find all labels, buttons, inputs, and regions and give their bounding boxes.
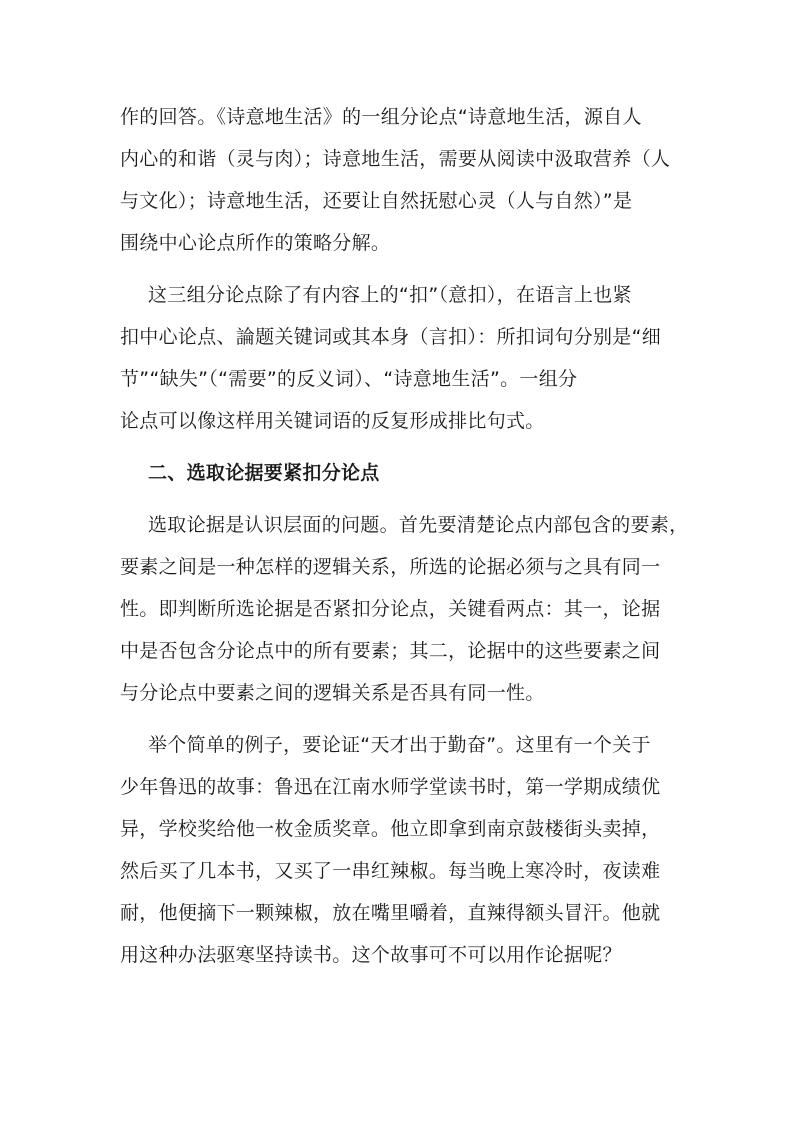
document-body: [120, 96, 689, 976]
text-line: 举个简单的例子，要论证“天才出于勤奋”。这里有一个关于: [148, 734, 651, 756]
paragraph-1: [120, 96, 680, 264]
text-line: 围绕中心论点所作的策略分解。: [120, 232, 391, 254]
text-line: 与分论点中要素之间的逻辑关系是否具有同一性。: [120, 682, 545, 704]
section-heading-wrap: [120, 452, 680, 494]
text-line: 作的回答。《诗意地生活》的一组分论点“诗意地生活，源自人: [120, 106, 642, 128]
paragraph-4: [120, 724, 680, 976]
text-line: 节”“缺失”（“需要”的反义词）、“诗意地生活”。一组分: [120, 368, 578, 390]
text-line: 要素之间是一种怎样的逻辑关系，所选的论据必须与之具有同一: [120, 556, 661, 578]
text-line: 少年鲁迅的故事：鲁迅在江南水师学堂读书时，第一学期成绩优: [120, 776, 661, 798]
text-line: 这三组分论点除了有内容上的“扣”（意扣），在语言上也紧: [148, 284, 632, 306]
section-heading: 二、选取论据要紧扣分论点: [148, 462, 380, 484]
text-line: 然后买了几本书，又买了一串红辣椒。每当晚上寒冷时，夜读难: [120, 860, 661, 882]
paragraph-3: [120, 504, 689, 714]
text-line: 性。即判断所选论据是否紧扣分论点，关键看两点：其一，论据: [120, 598, 661, 620]
paragraph-2: [120, 274, 680, 442]
text-line: 中是否包含分论点中的所有要素；其二，论据中的这些要素之间: [120, 640, 661, 662]
text-line: 选取论据是认识层面的问题。首先要清楚论点内部包含的要素，: [148, 514, 689, 536]
text-line: 异，学校奖给他一枚金质奖章。他立即拿到南京鼓楼街头卖掉，: [120, 818, 661, 840]
text-line: 扣中心论点、論题关键词或其本身（言扣）：所扣词句分别是“细: [120, 326, 662, 348]
text-line: 论点可以像这样用关键词语的反复形成排比句式。: [120, 410, 545, 432]
text-line: 耐，他便摘下一颗辣椒，放在嘴里嚼着，直辣得额头冒汗。他就: [120, 902, 661, 924]
text-line: 与文化）；诗意地生活，还要让自然抚慰心灵（人与自然）”是: [120, 190, 633, 212]
text-line: 内心的和谐（灵与肉）；诗意地生活，需要从阅读中汲取营养（人: [120, 148, 671, 170]
text-line: 用这种办法驱寒坚持读书。这个故事可不可以用作论据呢？: [120, 944, 622, 966]
